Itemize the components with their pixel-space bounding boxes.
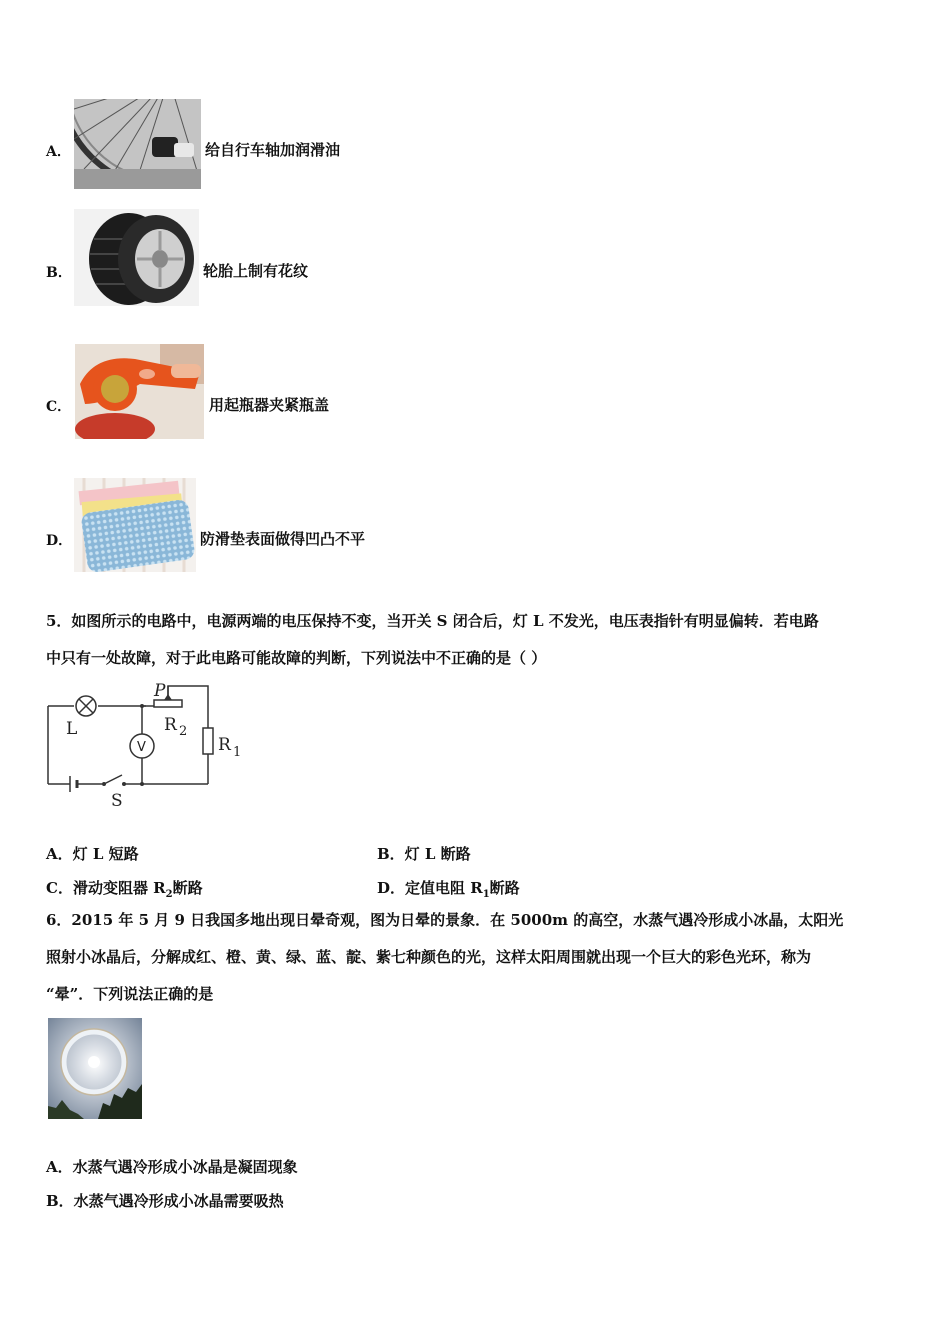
r1-label: R [218,735,231,755]
option-d-text: 防滑垫表面做得凹凸不平 [200,530,366,548]
question-6-line-2: 照射小冰晶后，分解成红、橙、黄、绿、蓝、靛、紫七种颜色的光，这样太阳周围就出现一个巨大的彩色光环，称为 [46,948,812,966]
lamp-symbol [76,696,96,716]
question-6-line-1: 6．2015 年 5 月 9 日我国多地出现日晕奇观，图为日晕的景象．在 5000m 的高空，水蒸气遇冷形成小冰晶，太阳光 [46,911,844,929]
q6-option-a: A．水蒸气遇冷形成小冰晶是凝固现象 [46,1158,298,1176]
lamp-label: L [66,719,78,739]
q5-option-c: C．滑动变阻器 $R_2$断路 [46,879,203,900]
tire-image [74,209,199,306]
resistor-r1-symbol [203,728,213,754]
question-5-line-2: 中只有一处故障，对于此电路可能故障的判断，下列说法中不正确的是（ ） [46,649,547,667]
rheostat-r2-symbol [154,700,182,707]
switch-label: S [111,791,123,810]
voltmeter-label: V [137,740,146,755]
option-a-text: 给自行车轴加润滑油 [205,141,341,159]
battery-symbol [70,776,80,792]
option-d-label: D． [46,533,73,549]
switch-symbol [102,775,126,786]
q5-option-b: B．灯 L 断路 [377,845,471,863]
slider-label: P [154,681,166,701]
option-b-text: 轮胎上制有花纹 [203,262,309,280]
anti-slip-mat-image [74,478,196,572]
circuit-diagram [40,680,260,810]
bicycle-wheel-image [74,99,201,189]
question-5-line-1: 5．如图所示的电路中，电源两端的电压保持不变，当开关 S 闭合后，灯 L 不发光，电压表指针有明显偏转．若电路 [46,612,819,630]
sun-halo-image [48,1018,142,1119]
option-a-label: A． [46,144,71,160]
q6-option-b: B．水蒸气遇冷形成小冰晶需要吸热 [46,1192,284,1210]
question-6-line-3: “晕”．下列说法正确的是 [46,985,214,1003]
r2-subscript: 2 [179,724,188,739]
option-c-label: C． [46,399,72,415]
option-c-text: 用起瓶器夹紧瓶盖 [209,396,330,414]
bottle-opener-image [75,344,204,439]
q5-option-a: A．灯 L 短路 [46,845,139,863]
r1-subscript: 1 [233,745,242,760]
option-b-label: B． [46,265,72,281]
r2-label: R [164,715,177,735]
q5-option-d: D．定值电阻 $R_1$断路 [377,879,520,900]
